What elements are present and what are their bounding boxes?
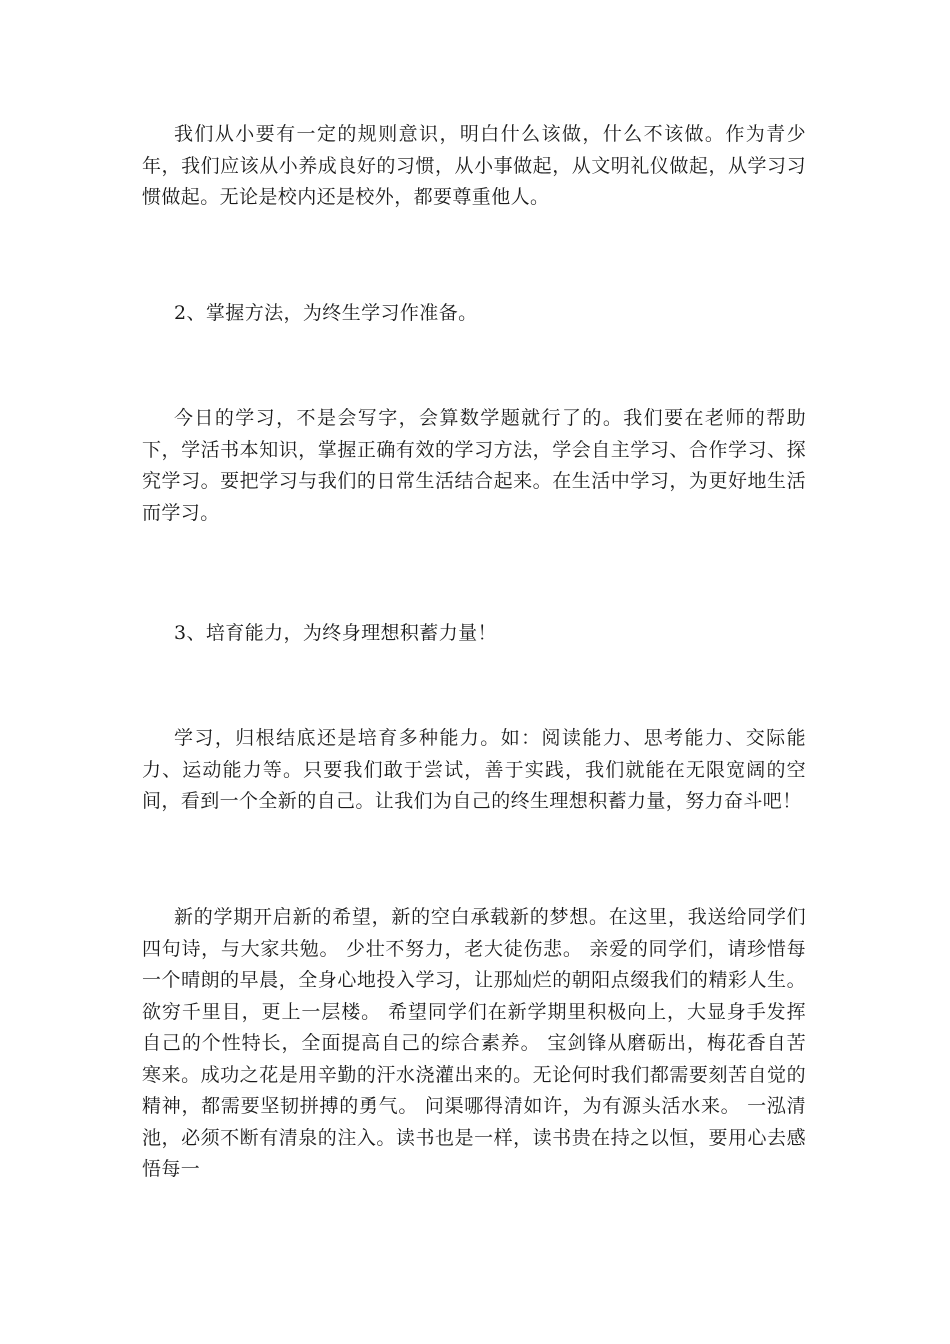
section-heading-method: 2、掌握方法，为终生学习作准备。: [174, 302, 478, 324]
paragraph-ability-building: 学习，归根结底还是培育多种能力。如：阅读能力、思考能力、交际能力、运动能力等。只要我们敢于尝试，善于实践，我们就能在无限宽阔的空间，看到一个全新的自己。让我们为自己的终生理想积蓄力量，努力奋斗吧！: [142, 727, 806, 812]
section-heading-ability: 3、培育能力，为终身理想积蓄力量！: [174, 622, 497, 644]
paragraph-rules-awareness: 我们从小要有一定的规则意识，明白什么该做，什么不该做。作为青少年，我们应该从小养成良好的习惯，从小事做起，从文明礼仪做起，从学习习惯做起。无论是校内还是校外，都要尊重他人。: [142, 123, 806, 208]
paragraph-new-semester: 新的学期开启新的希望，新的空白承载新的梦想。在这里，我送给同学们四句诗，与大家共勉。 少壮不努力，老大徒伤悲。 亲爱的同学们，请珍惜每一个晴朗的早晨，全身心地投入学习，让那灿烂的朝阳点缀我们的精彩人生。 欲穷千里目，更上一层楼。 希望同学们在新学期里积极向上，大显身手发挥自己的个性特长，全面提高自己的综合素养。 宝剑锋从磨砺出，梅花香自苦寒来。成功之花是用辛勤的汗水浇灌出来的。无论何时我们都需要刻苦自觉的精神，都需要坚韧拼搏的勇气。 问渠哪得清如许，为有源头活水来。 一泓清池，必须不断有清泉的注入。读书也是一样，读书贵在持之以恒，要用心去感悟每一: [142, 906, 806, 1180]
paragraph-learning-methods: 今日的学习，不是会写字，会算数学题就行了的。我们要在老师的帮助下，学活书本知识，掌握正确有效的学习方法，学会自主学习、合作学习、探究学习。要把学习与我们的日常生活结合起来。在生活中学习，为更好地生活而学习。: [142, 407, 806, 524]
